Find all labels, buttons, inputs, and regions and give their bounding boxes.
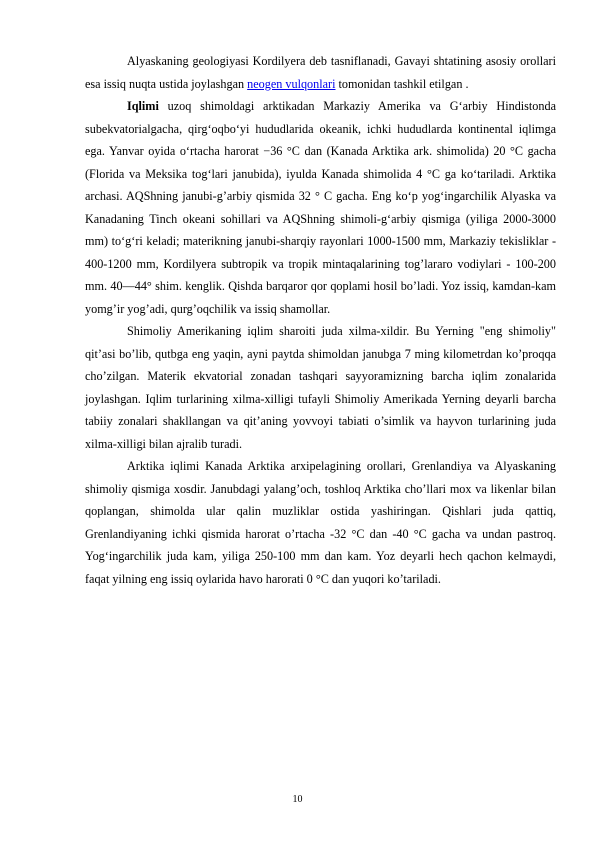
paragraph-geology-text-start: Alyaskaning geologiyasi Kordilyera deb tasniflanadi, Gavayi shtatining asosiy orollari esa issiq nuqta ustida joylashgan — [85, 54, 556, 91]
paragraph-geology — [85, 50, 556, 95]
climate-heading: Iqlimi — [127, 99, 159, 113]
document-page — [85, 50, 556, 590]
neogen-volcanoes-link[interactable]: neogen vulqonlari — [247, 76, 336, 91]
paragraph-arctic-climate: Arktika iqlimi Kanada Arktika arxipelagining orollari, Grenlandiya va Alyaskaning shimoliy qismiga xosdir. Janubdagi yalang’och, toshloq Arktika cho’llari mox va likenlar bilan qoplangan, shimolda ular qalin muzliklar ostida yashiringan. Qishlari juda qattiq, Grenlandiyaning ichki qismida harorat o’rtacha -32 °C dan -40 °C gacha va undan pastroq. Yog‘ingarchilik juda kam, yiliga 250-100 mm dan kam. Yoz deyarli hech qachon kelmaydi, faqat yilning eng issiq oylarida havo harorati 0 °C dan yuqori ko’tariladi. — [85, 459, 556, 586]
page-number: 10 — [292, 794, 303, 805]
paragraph-geology-text-end: tomonidan tashkil etilgan . — [335, 76, 469, 91]
paragraph-climate-text: uzoq shimoldagi arktikadan Markaziy Amerika va G‘arbiy Hindistonda subekvatorialgacha, qirg‘oqbo‘yi hududlarida okeanik, ichki hududlarda kontinental iqlimga ega. Yanvar oyida o‘rtacha harorat −36 °C dan (Kanada Arktika ark. shimolida) 20 °C gacha (Florida va Meksika tog‘lari janubida), iyulda Kanada shimolida 4 °C ga ko‘tariladi. Arktika archasi. AQShning janubi-g’arbiy qismida 32 ° C gacha. Eng ko‘p yog‘ingarchilik Alyaska va Kanadaning Tinch okeani sohillari va AQShning shimoli-g‘arbiy qismiga (yiliga 2000-3000 mm) to‘g‘ri keladi; materikning janubi-sharqiy rayonlari 1000-1500 mm, Markaziy tekisliklar - 400-1200 mm, Kordilyera subtropik va tropik mintaqalarining tog’lararo vodiylari - 100-200 mm. 40—44° shim. kenglik. Qishda barqaror qor qoplami hosil bo’ladi. Yoz issiq, kamdan-kam yomg’ir yog’adi, qurg’oqchilik va issiq shamollar. — [85, 99, 556, 316]
paragraph-climate-diversity: Shimoliy Amerikaning iqlim sharoiti juda xilma-xildir. Bu Yerning "eng shimoliy" qit’asi bo’lib, qutbga eng yaqin, ayni paytda shimoldan janubga 7 ming kilometrdan ko’proqqa cho’zilgan. Materik ekvatorial zonadan tashqari sayyoramizning barcha iqlim zonalarida joylashgan. Iqlim turlarining xilma-xilligi tufayli Shimoliy Amerikada Yerning deyarli barcha tabiiy zonalari shakllangan va qit’aning yovvoyi tabiati o’simlik va hayvon turlarining juda xilma-xilligi bilan ajralib turadi. — [85, 324, 556, 451]
paragraph-climate — [85, 95, 556, 320]
